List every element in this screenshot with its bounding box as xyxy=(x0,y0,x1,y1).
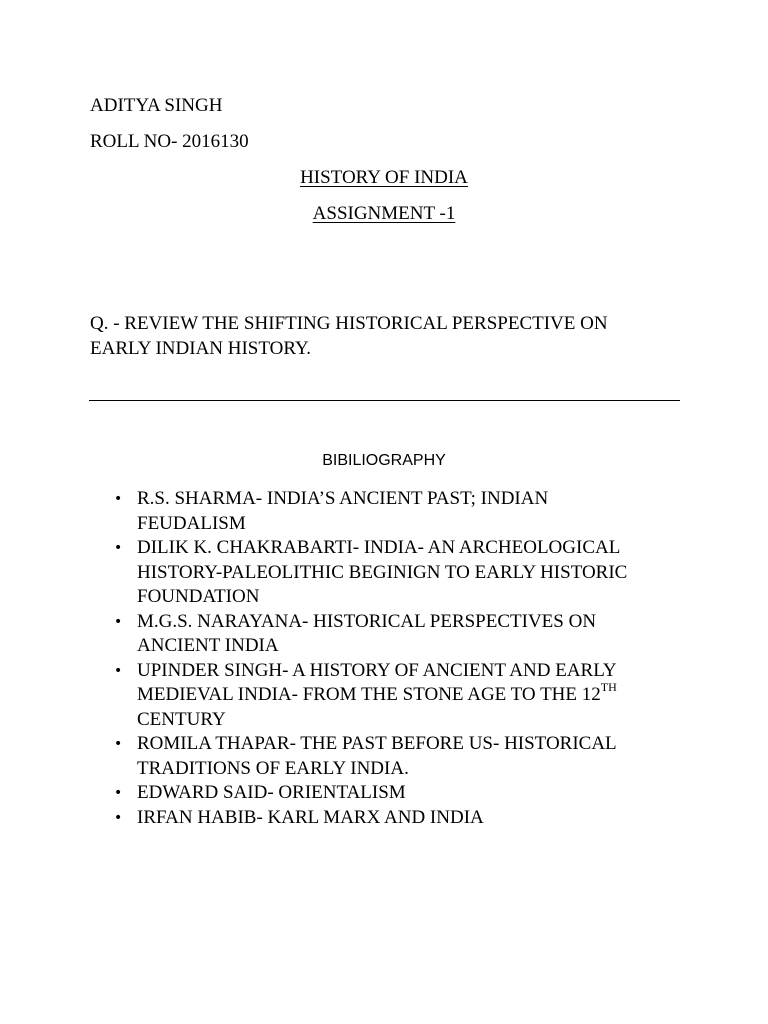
bibliography-item-line: TRADITIONS OF EARLY INDIA. xyxy=(137,757,409,779)
bullet-icon: • xyxy=(114,785,123,801)
roll-number: ROLL NO- 2016130 xyxy=(90,131,249,152)
bibliography-item xyxy=(0,487,677,536)
bibliography-item xyxy=(0,659,677,733)
horizontal-rule xyxy=(89,400,680,401)
question-line-2: EARLY INDIAN HISTORY. xyxy=(90,338,312,359)
ordinal-suffix: TH xyxy=(600,679,617,694)
bibliography-item-line: ANCIENT INDIA xyxy=(137,635,279,656)
bibliography-item-line: FEUDALISM xyxy=(137,512,246,534)
bullet-icon: • xyxy=(114,491,123,507)
bibliography-item xyxy=(0,732,677,781)
bibliography-item-text: MEDIEVAL INDIA- FROM THE STONE AGE TO THE 12 xyxy=(137,684,601,705)
question-text xyxy=(90,311,680,361)
bullet-icon: • xyxy=(114,662,123,679)
bibliography-heading: BIBILIOGRAPHY xyxy=(322,452,446,469)
assignment-title: ASSIGNMENT -1 xyxy=(312,203,456,224)
question-line-1: Q. - REVIEW THE SHIFTING HISTORICAL PERSPECTIVE ON xyxy=(90,313,608,334)
bullet-icon: • xyxy=(114,540,123,556)
bibliography-item-line: ROMILA THAPAR- THE PAST BEFORE US- HISTORICAL xyxy=(137,733,617,754)
bibliography-item-line: M.G.S. NARAYANA- HISTORICAL PERSPECTIVES ON xyxy=(137,610,597,632)
course-title: HISTORY OF INDIA xyxy=(300,167,468,188)
bullet-icon: • xyxy=(114,809,123,826)
author-name: ADITYA SINGH xyxy=(90,95,223,116)
bibliography-item-line: UPINDER SINGH- A HISTORY OF ANCIENT AND EARLY xyxy=(137,659,617,681)
bibliography-item xyxy=(0,536,677,610)
bibliography-list xyxy=(0,487,768,830)
bibliography-item-line: EDWARD SAID- ORIENTALISM xyxy=(137,782,406,803)
bibliography-item xyxy=(0,781,677,806)
bibliography-item-line: CENTURY xyxy=(137,708,226,730)
bibliography-item-line: FOUNDATION xyxy=(137,586,260,607)
bullet-icon: • xyxy=(114,736,123,752)
bibliography-item-line xyxy=(137,679,677,708)
bibliography-item xyxy=(0,806,677,831)
bibliography-item-line: R.S. SHARMA- INDIA’S ANCIENT PAST; INDIAN xyxy=(137,488,549,509)
bibliography-item-line: HISTORY-PALEOLITHIC BEGINIGN TO EARLY HISTORIC xyxy=(137,561,628,583)
bibliography-item xyxy=(0,610,677,659)
bullet-icon: • xyxy=(114,613,123,630)
bibliography-item-line: DILIK K. CHAKRABARTI- INDIA- AN ARCHEOLOGICAL xyxy=(137,537,621,558)
bibliography-item-line: IRFAN HABIB- KARL MARX AND INDIA xyxy=(137,806,484,828)
